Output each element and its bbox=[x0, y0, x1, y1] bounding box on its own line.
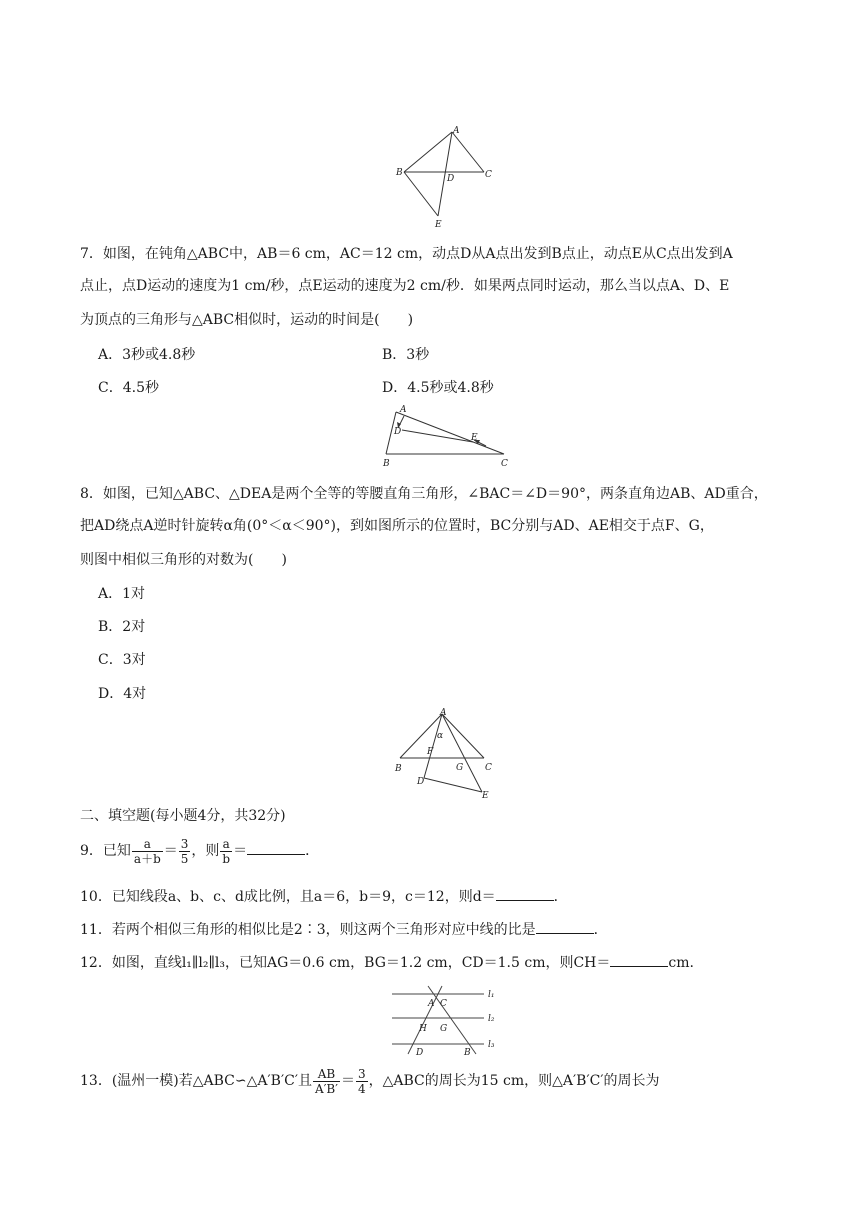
fig2-label-e: E bbox=[471, 433, 478, 443]
q9-eq: ＝ bbox=[163, 843, 178, 859]
fig3-label-b: B bbox=[395, 764, 402, 774]
q7-line-3: 为顶点的三角形与△ABC相似时，运动的时间是( ) bbox=[80, 312, 414, 328]
fig3-label-c: C bbox=[485, 763, 492, 773]
q7-option-c: C．4.5秒 bbox=[98, 380, 159, 396]
q13-eq: ＝ bbox=[340, 1073, 355, 1089]
q7-option-b: B．3秒 bbox=[382, 347, 430, 363]
fig3-label-d: D bbox=[417, 777, 425, 787]
q9-prefix: 9．已知 bbox=[80, 843, 131, 859]
fig4-label-h: H bbox=[419, 1024, 427, 1034]
q13-frac1-num: AB bbox=[313, 1067, 340, 1082]
q10 bbox=[80, 886, 568, 907]
fig4-label-c: C bbox=[440, 999, 447, 1009]
q9-fraction-1 bbox=[132, 837, 163, 866]
fig1-label-d: D bbox=[447, 174, 455, 184]
fig3-label-e: E bbox=[482, 791, 489, 801]
fig2-label-a: A bbox=[400, 405, 407, 415]
fig1-label-e: E bbox=[435, 220, 442, 230]
q8-option-c: C．3对 bbox=[98, 652, 146, 668]
q7-line-2: 点止，点D运动的速度为1 cm/秒，点E运动的速度为2 cm/秒．如果两点同时运动，那么当以点A、D、E bbox=[80, 278, 730, 294]
q9-fraction-3 bbox=[220, 837, 232, 866]
q13-frac1-den: A′B′ bbox=[315, 1081, 338, 1096]
figure-q7 bbox=[376, 402, 516, 470]
fig4-label-g: G bbox=[440, 1024, 448, 1034]
q13 bbox=[80, 1066, 660, 1098]
q11-end: ． bbox=[593, 922, 608, 938]
q13-frac2-num: 3 bbox=[357, 1066, 366, 1081]
fig4-label-a: A bbox=[428, 999, 435, 1009]
q13-prefix: 13．(温州一模)若△ABC∽△A′B′C′且 bbox=[80, 1073, 313, 1089]
fig1-label-a: A bbox=[453, 126, 460, 136]
fig2-label-b: B bbox=[383, 459, 390, 469]
fig1-label-c: C bbox=[485, 170, 492, 180]
q9-end: ． bbox=[305, 843, 320, 859]
q8-option-d: D．4对 bbox=[98, 686, 147, 702]
q13-suffix: ，△ABC的周长为15 cm，则△A′B′C′的周长为 bbox=[368, 1073, 660, 1089]
fig3-label-alpha: α bbox=[437, 731, 444, 741]
fig4-label-b: B bbox=[464, 1048, 471, 1056]
fig3-label-g: G bbox=[456, 763, 464, 773]
figure-q6 bbox=[390, 124, 500, 234]
q12-text: 12．如图，直线l₁∥l₂∥l₃，已知AG＝0.6 cm，BG＝1.2 cm，CD＝1.5 cm，则CH＝ bbox=[80, 955, 611, 971]
fig2-label-d: D bbox=[394, 427, 402, 437]
q9-frac1-num: a bbox=[132, 837, 163, 852]
q10-end: ． bbox=[553, 889, 568, 905]
fig3-label-a: A bbox=[440, 708, 447, 718]
fig1-label-b: B bbox=[396, 168, 403, 178]
fig4-label-l1: l₁ bbox=[488, 990, 495, 1000]
q12-end: cm. bbox=[668, 955, 694, 971]
q9-frac3-num: a bbox=[220, 837, 232, 852]
q8-option-b: B．2对 bbox=[98, 619, 146, 635]
q10-text: 10．已知线段a、b、c、d成比例，且a＝6，b＝9，c＝12，则d＝ bbox=[80, 889, 496, 905]
q9-suffix: ＝ bbox=[233, 843, 248, 859]
q13-fraction-1 bbox=[313, 1067, 340, 1096]
q11-answer-blank[interactable] bbox=[536, 919, 594, 934]
q9 bbox=[80, 836, 319, 868]
fig4-label-l3: l₃ bbox=[488, 1040, 495, 1050]
figure-q12 bbox=[384, 982, 510, 1056]
section-fill-in-blank: 二、填空题(每小题4分，共32分) bbox=[80, 808, 286, 824]
q7-line-1: 7．如图，在钝角△ABC中，AB＝6 cm，AC＝12 cm，动点D从A点出发到B点止，动点E从C点出发到A bbox=[80, 246, 733, 262]
q11-text: 11．若两个相似三角形的相似比是2∶3，则这两个三角形对应中线的比是 bbox=[80, 922, 536, 938]
q8-line-2: 把AD绕点A逆时针旋转α角(0°＜α＜90°)，到如图所示的位置时，BC分别与AD、AE相交于点F、G， bbox=[80, 518, 714, 534]
q9-frac2-den: 5 bbox=[180, 851, 189, 866]
q9-mid: ，则 bbox=[191, 843, 220, 859]
fig3-label-f: F bbox=[427, 747, 434, 757]
q9-answer-blank[interactable] bbox=[247, 840, 305, 855]
q8-option-a: A．1对 bbox=[98, 586, 146, 602]
fig4-label-l2: l₂ bbox=[488, 1014, 495, 1024]
q13-frac2-den: 4 bbox=[357, 1081, 366, 1096]
q11 bbox=[80, 919, 608, 940]
q12-answer-blank[interactable] bbox=[610, 952, 668, 967]
q8-line-3: 则图中相似三角形的对数为( ) bbox=[80, 552, 287, 568]
fig4-label-d: D bbox=[416, 1048, 424, 1056]
fig2-label-c: C bbox=[501, 459, 508, 469]
q9-frac2-num: 3 bbox=[180, 836, 189, 851]
q10-answer-blank[interactable] bbox=[496, 886, 554, 901]
q13-fraction-2 bbox=[356, 1067, 368, 1096]
q7-option-d: D．4.5秒或4.8秒 bbox=[382, 380, 494, 396]
q8-line-1: 8．如图，已知△ABC、△DEA是两个全等的等腰直角三角形，∠BAC＝∠D＝90°，两条直角边AB、AD重合， bbox=[80, 486, 768, 502]
q12 bbox=[80, 952, 694, 973]
q7-option-a: A．3秒或4.8秒 bbox=[98, 347, 196, 363]
q9-frac1-den: a＋b bbox=[133, 851, 161, 866]
q9-fraction-2 bbox=[179, 837, 191, 866]
figure-q8 bbox=[390, 704, 500, 802]
q9-frac3-den: b bbox=[222, 851, 231, 866]
